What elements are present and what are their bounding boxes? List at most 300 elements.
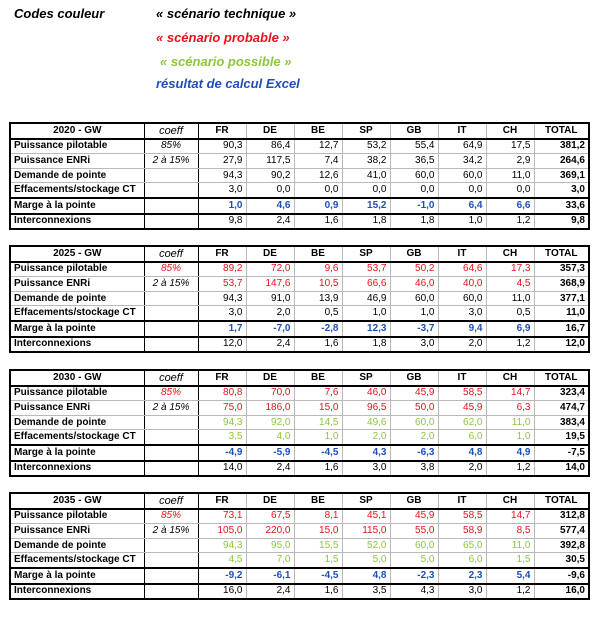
row-coeff: 85%: [144, 262, 198, 277]
country-header: SP: [342, 370, 390, 386]
row-label: Interconnexions: [10, 337, 144, 353]
value-cell: 45,9: [438, 401, 486, 416]
value-cell: 4,8: [438, 445, 486, 461]
table-header-row: [10, 123, 589, 139]
value-cell: -7,0: [246, 321, 294, 337]
value-cell: 1,2: [486, 584, 534, 600]
country-header: DE: [246, 370, 294, 386]
value-cell: 14,7: [486, 509, 534, 524]
value-cell: 8,5: [486, 524, 534, 539]
total-header: TOTAL: [534, 493, 589, 509]
country-header: GB: [390, 123, 438, 139]
value-cell: 4,3: [342, 445, 390, 461]
value-cell: 41,0: [342, 168, 390, 183]
value-cell: 58,5: [438, 509, 486, 524]
country-header: FR: [198, 493, 246, 509]
total-cell: 312,8: [534, 509, 589, 524]
value-cell: 3,5: [342, 584, 390, 600]
table-title: 2025 - GW: [10, 246, 144, 262]
row-coeff: 2 à 15%: [144, 524, 198, 539]
row-coeff: 2 à 15%: [144, 401, 198, 416]
table-row: [10, 306, 589, 321]
legend-scenario-technique: « scénario technique »: [156, 6, 297, 21]
row-label: Demande de pointe: [10, 168, 144, 183]
table-row: [10, 524, 589, 539]
value-cell: 7,6: [294, 386, 342, 401]
value-cell: 1,5: [486, 553, 534, 568]
value-cell: 1,8: [342, 337, 390, 353]
table-row: [10, 337, 589, 353]
value-cell: 0,0: [294, 183, 342, 198]
value-cell: 2,0: [342, 430, 390, 445]
value-cell: 3,0: [342, 461, 390, 477]
value-cell: 50,2: [390, 262, 438, 277]
coeff-header: coeff: [144, 493, 198, 509]
value-cell: 86,4: [246, 139, 294, 154]
value-cell: 5,0: [342, 553, 390, 568]
table-row: [10, 509, 589, 524]
value-cell: 0,0: [438, 183, 486, 198]
row-label: Demande de pointe: [10, 291, 144, 306]
value-cell: 11,0: [486, 168, 534, 183]
value-cell: 1,5: [294, 553, 342, 568]
total-cell: 3,0: [534, 183, 589, 198]
row-label: Interconnexions: [10, 584, 144, 600]
row-coeff: [144, 321, 198, 337]
row-coeff: [144, 198, 198, 214]
value-cell: 6,9: [486, 321, 534, 337]
value-cell: 5,4: [486, 568, 534, 584]
value-cell: 62,0: [438, 415, 486, 430]
table-row: [10, 386, 589, 401]
value-cell: 115,0: [342, 524, 390, 539]
value-cell: 15,2: [342, 198, 390, 214]
country-header: BE: [294, 370, 342, 386]
table-row: [10, 321, 589, 337]
table-row: [10, 262, 589, 277]
row-label: Effacements/stockage CT: [10, 306, 144, 321]
table-row: [10, 584, 589, 600]
total-header: TOTAL: [534, 370, 589, 386]
value-cell: 0,0: [342, 183, 390, 198]
value-cell: 45,9: [390, 509, 438, 524]
row-coeff: [144, 584, 198, 600]
value-cell: 1,7: [198, 321, 246, 337]
row-coeff: 85%: [144, 139, 198, 154]
total-cell: 323,4: [534, 386, 589, 401]
value-cell: 80,8: [198, 386, 246, 401]
value-cell: 12,3: [342, 321, 390, 337]
table-row: [10, 291, 589, 306]
table-row: [10, 183, 589, 198]
value-cell: -5,9: [246, 445, 294, 461]
row-coeff: [144, 568, 198, 584]
total-cell: 11,0: [534, 306, 589, 321]
table-row: [10, 538, 589, 553]
total-cell: 19,5: [534, 430, 589, 445]
value-cell: 2,4: [246, 214, 294, 230]
value-cell: 90,3: [198, 139, 246, 154]
value-cell: -4,5: [294, 568, 342, 584]
total-cell: 474,7: [534, 401, 589, 416]
data-table-2025: [9, 245, 590, 353]
value-cell: 14,0: [198, 461, 246, 477]
value-cell: 2,0: [438, 337, 486, 353]
value-cell: 2,4: [246, 461, 294, 477]
value-cell: 3,5: [198, 430, 246, 445]
total-cell: 9,8: [534, 214, 589, 230]
country-header: FR: [198, 246, 246, 262]
row-label: Effacements/stockage CT: [10, 430, 144, 445]
total-cell: 12,0: [534, 337, 589, 353]
row-coeff: [144, 306, 198, 321]
value-cell: 73,1: [198, 509, 246, 524]
total-header: TOTAL: [534, 246, 589, 262]
table-row: [10, 553, 589, 568]
country-header: CH: [486, 246, 534, 262]
value-cell: 117,5: [246, 154, 294, 169]
coeff-header: coeff: [144, 246, 198, 262]
value-cell: 11,0: [486, 291, 534, 306]
table-row: [10, 214, 589, 230]
value-cell: 96,5: [342, 401, 390, 416]
value-cell: 4,6: [246, 198, 294, 214]
legend-excel-result: résultat de calcul Excel: [156, 76, 300, 91]
row-coeff: [144, 415, 198, 430]
value-cell: 60,0: [390, 415, 438, 430]
value-cell: 1,2: [486, 461, 534, 477]
value-cell: 1,0: [198, 198, 246, 214]
value-cell: 1,6: [294, 214, 342, 230]
row-coeff: 2 à 15%: [144, 154, 198, 169]
total-cell: 264,6: [534, 154, 589, 169]
total-cell: 392,8: [534, 538, 589, 553]
total-cell: -9,6: [534, 568, 589, 584]
value-cell: 2,0: [390, 430, 438, 445]
value-cell: 12,7: [294, 139, 342, 154]
value-cell: 17,5: [486, 139, 534, 154]
country-header: DE: [246, 123, 294, 139]
value-cell: 14,5: [294, 415, 342, 430]
table-row: [10, 139, 589, 154]
value-cell: 3,0: [198, 183, 246, 198]
value-cell: 46,0: [390, 277, 438, 292]
row-label: Puissance ENRi: [10, 524, 144, 539]
value-cell: 5,0: [390, 553, 438, 568]
value-cell: 60,0: [438, 291, 486, 306]
legend-scenario-possible: « scénario possible »: [160, 54, 292, 69]
row-coeff: [144, 337, 198, 353]
value-cell: 1,6: [294, 461, 342, 477]
value-cell: 1,0: [438, 214, 486, 230]
value-cell: 60,0: [390, 168, 438, 183]
row-label: Marge à la pointe: [10, 198, 144, 214]
value-cell: 58,5: [438, 386, 486, 401]
value-cell: 49,6: [342, 415, 390, 430]
value-cell: -9,2: [198, 568, 246, 584]
value-cell: 2,4: [246, 584, 294, 600]
value-cell: 90,2: [246, 168, 294, 183]
row-label: Marge à la pointe: [10, 321, 144, 337]
row-coeff: 85%: [144, 386, 198, 401]
legend-scenario-probable: « scénario probable »: [156, 30, 290, 45]
value-cell: 15,5: [294, 538, 342, 553]
country-header: DE: [246, 246, 294, 262]
data-table-2030: [9, 369, 590, 477]
value-cell: 64,9: [438, 139, 486, 154]
value-cell: 72,0: [246, 262, 294, 277]
value-cell: 45,1: [342, 509, 390, 524]
row-label: Interconnexions: [10, 461, 144, 477]
value-cell: 53,7: [342, 262, 390, 277]
country-header: SP: [342, 493, 390, 509]
row-coeff: 85%: [144, 509, 198, 524]
value-cell: 1,8: [390, 214, 438, 230]
value-cell: 3,0: [198, 306, 246, 321]
country-header: CH: [486, 493, 534, 509]
value-cell: 220,0: [246, 524, 294, 539]
value-cell: 186,0: [246, 401, 294, 416]
value-cell: 12,6: [294, 168, 342, 183]
value-cell: 46,9: [342, 291, 390, 306]
value-cell: -2,3: [390, 568, 438, 584]
value-cell: 91,0: [246, 291, 294, 306]
value-cell: 94,3: [198, 168, 246, 183]
value-cell: 4,5: [198, 553, 246, 568]
value-cell: 94,3: [198, 415, 246, 430]
value-cell: 46,0: [342, 386, 390, 401]
total-cell: 381,2: [534, 139, 589, 154]
value-cell: 2,0: [246, 306, 294, 321]
value-cell: 27,9: [198, 154, 246, 169]
total-cell: 16,7: [534, 321, 589, 337]
country-header: BE: [294, 246, 342, 262]
value-cell: 55,0: [390, 524, 438, 539]
value-cell: 3,0: [438, 306, 486, 321]
value-cell: -4,5: [294, 445, 342, 461]
value-cell: 89,2: [198, 262, 246, 277]
table-row: [10, 430, 589, 445]
value-cell: 52,0: [342, 538, 390, 553]
value-cell: 16,0: [198, 584, 246, 600]
value-cell: 40,0: [438, 277, 486, 292]
value-cell: 1,0: [390, 306, 438, 321]
value-cell: 6,4: [438, 198, 486, 214]
value-cell: 6,0: [438, 553, 486, 568]
value-cell: 105,0: [198, 524, 246, 539]
value-cell: -3,7: [390, 321, 438, 337]
value-cell: 34,2: [438, 154, 486, 169]
table-title: 2035 - GW: [10, 493, 144, 509]
table-row: [10, 445, 589, 461]
value-cell: 1,8: [342, 214, 390, 230]
coeff-header: coeff: [144, 123, 198, 139]
row-label: Puissance pilotable: [10, 139, 144, 154]
value-cell: 53,2: [342, 139, 390, 154]
data-table-2035: [9, 492, 590, 600]
row-label: Demande de pointe: [10, 538, 144, 553]
value-cell: 4,5: [486, 277, 534, 292]
table-header-row: [10, 493, 589, 509]
value-cell: 12,0: [198, 337, 246, 353]
table-title: 2020 - GW: [10, 123, 144, 139]
value-cell: 6,3: [486, 401, 534, 416]
value-cell: 7,4: [294, 154, 342, 169]
value-cell: 9,8: [198, 214, 246, 230]
row-label: Puissance ENRi: [10, 277, 144, 292]
country-header: DE: [246, 493, 294, 509]
total-cell: 14,0: [534, 461, 589, 477]
value-cell: 17,3: [486, 262, 534, 277]
value-cell: 7,0: [246, 553, 294, 568]
value-cell: 55,4: [390, 139, 438, 154]
value-cell: 11,0: [486, 415, 534, 430]
value-cell: 0,0: [390, 183, 438, 198]
row-label: Puissance pilotable: [10, 262, 144, 277]
row-label: Marge à la pointe: [10, 568, 144, 584]
total-cell: 369,1: [534, 168, 589, 183]
value-cell: 0,5: [294, 306, 342, 321]
value-cell: -1,0: [390, 198, 438, 214]
value-cell: 1,0: [486, 430, 534, 445]
value-cell: 53,7: [198, 277, 246, 292]
value-cell: 147,6: [246, 277, 294, 292]
value-cell: 1,6: [294, 584, 342, 600]
country-header: GB: [390, 493, 438, 509]
value-cell: 9,6: [294, 262, 342, 277]
row-label: Demande de pointe: [10, 415, 144, 430]
value-cell: -6,3: [390, 445, 438, 461]
value-cell: 2,9: [486, 154, 534, 169]
value-cell: 67,5: [246, 509, 294, 524]
value-cell: 6,6: [486, 198, 534, 214]
coeff-header: coeff: [144, 370, 198, 386]
country-header: CH: [486, 370, 534, 386]
table-row: [10, 154, 589, 169]
value-cell: 10,5: [294, 277, 342, 292]
table-row: [10, 277, 589, 292]
value-cell: 2,3: [438, 568, 486, 584]
value-cell: 13,9: [294, 291, 342, 306]
row-coeff: [144, 214, 198, 230]
country-header: GB: [390, 246, 438, 262]
value-cell: 3,8: [390, 461, 438, 477]
row-coeff: 2 à 15%: [144, 277, 198, 292]
country-header: FR: [198, 370, 246, 386]
total-header: TOTAL: [534, 123, 589, 139]
value-cell: 60,0: [390, 538, 438, 553]
row-label: Puissance ENRi: [10, 401, 144, 416]
row-coeff: [144, 291, 198, 306]
row-coeff: [144, 553, 198, 568]
value-cell: 0,9: [294, 198, 342, 214]
value-cell: 8,1: [294, 509, 342, 524]
country-header: SP: [342, 246, 390, 262]
country-header: CH: [486, 123, 534, 139]
total-cell: 16,0: [534, 584, 589, 600]
value-cell: 3,0: [390, 337, 438, 353]
value-cell: 11,0: [486, 538, 534, 553]
value-cell: 1,6: [294, 337, 342, 353]
total-cell: 33,6: [534, 198, 589, 214]
value-cell: 38,2: [342, 154, 390, 169]
country-header: GB: [390, 370, 438, 386]
row-label: Effacements/stockage CT: [10, 553, 144, 568]
table-row: [10, 568, 589, 584]
value-cell: 2,0: [438, 461, 486, 477]
value-cell: 0,0: [486, 183, 534, 198]
table-header-row: [10, 246, 589, 262]
country-header: IT: [438, 123, 486, 139]
table-header-row: [10, 370, 589, 386]
value-cell: -2,8: [294, 321, 342, 337]
value-cell: 65,0: [438, 538, 486, 553]
value-cell: 1,2: [486, 214, 534, 230]
value-cell: 66,6: [342, 277, 390, 292]
country-header: BE: [294, 123, 342, 139]
country-header: IT: [438, 493, 486, 509]
country-header: IT: [438, 246, 486, 262]
value-cell: 15,0: [294, 401, 342, 416]
value-cell: 58,9: [438, 524, 486, 539]
value-cell: 75,0: [198, 401, 246, 416]
value-cell: 6,0: [438, 430, 486, 445]
value-cell: 1,0: [342, 306, 390, 321]
value-cell: 50,0: [390, 401, 438, 416]
total-cell: 383,4: [534, 415, 589, 430]
row-label: Interconnexions: [10, 214, 144, 230]
total-cell: 368,9: [534, 277, 589, 292]
row-coeff: [144, 430, 198, 445]
value-cell: 2,4: [246, 337, 294, 353]
table-title: 2030 - GW: [10, 370, 144, 386]
color-legend: [0, 0, 597, 110]
table-row: [10, 461, 589, 477]
total-cell: 30,5: [534, 553, 589, 568]
total-cell: 357,3: [534, 262, 589, 277]
row-coeff: [144, 461, 198, 477]
total-cell: 577,4: [534, 524, 589, 539]
data-table-2020: [9, 122, 590, 230]
value-cell: 4,0: [246, 430, 294, 445]
country-header: SP: [342, 123, 390, 139]
value-cell: 0,5: [486, 306, 534, 321]
value-cell: 60,0: [390, 291, 438, 306]
total-cell: 377,1: [534, 291, 589, 306]
table-row: [10, 415, 589, 430]
value-cell: 94,3: [198, 291, 246, 306]
table-row: [10, 401, 589, 416]
value-cell: 64,6: [438, 262, 486, 277]
value-cell: 4,9: [486, 445, 534, 461]
value-cell: 94,3: [198, 538, 246, 553]
row-label: Puissance pilotable: [10, 509, 144, 524]
value-cell: 70,0: [246, 386, 294, 401]
value-cell: 60,0: [438, 168, 486, 183]
row-label: Effacements/stockage CT: [10, 183, 144, 198]
row-label: Puissance pilotable: [10, 386, 144, 401]
row-coeff: [144, 168, 198, 183]
table-row: [10, 198, 589, 214]
country-header: FR: [198, 123, 246, 139]
value-cell: -4,9: [198, 445, 246, 461]
total-cell: -7,5: [534, 445, 589, 461]
table-row: [10, 168, 589, 183]
value-cell: 4,8: [342, 568, 390, 584]
value-cell: -6,1: [246, 568, 294, 584]
value-cell: 15,0: [294, 524, 342, 539]
row-coeff: [144, 445, 198, 461]
